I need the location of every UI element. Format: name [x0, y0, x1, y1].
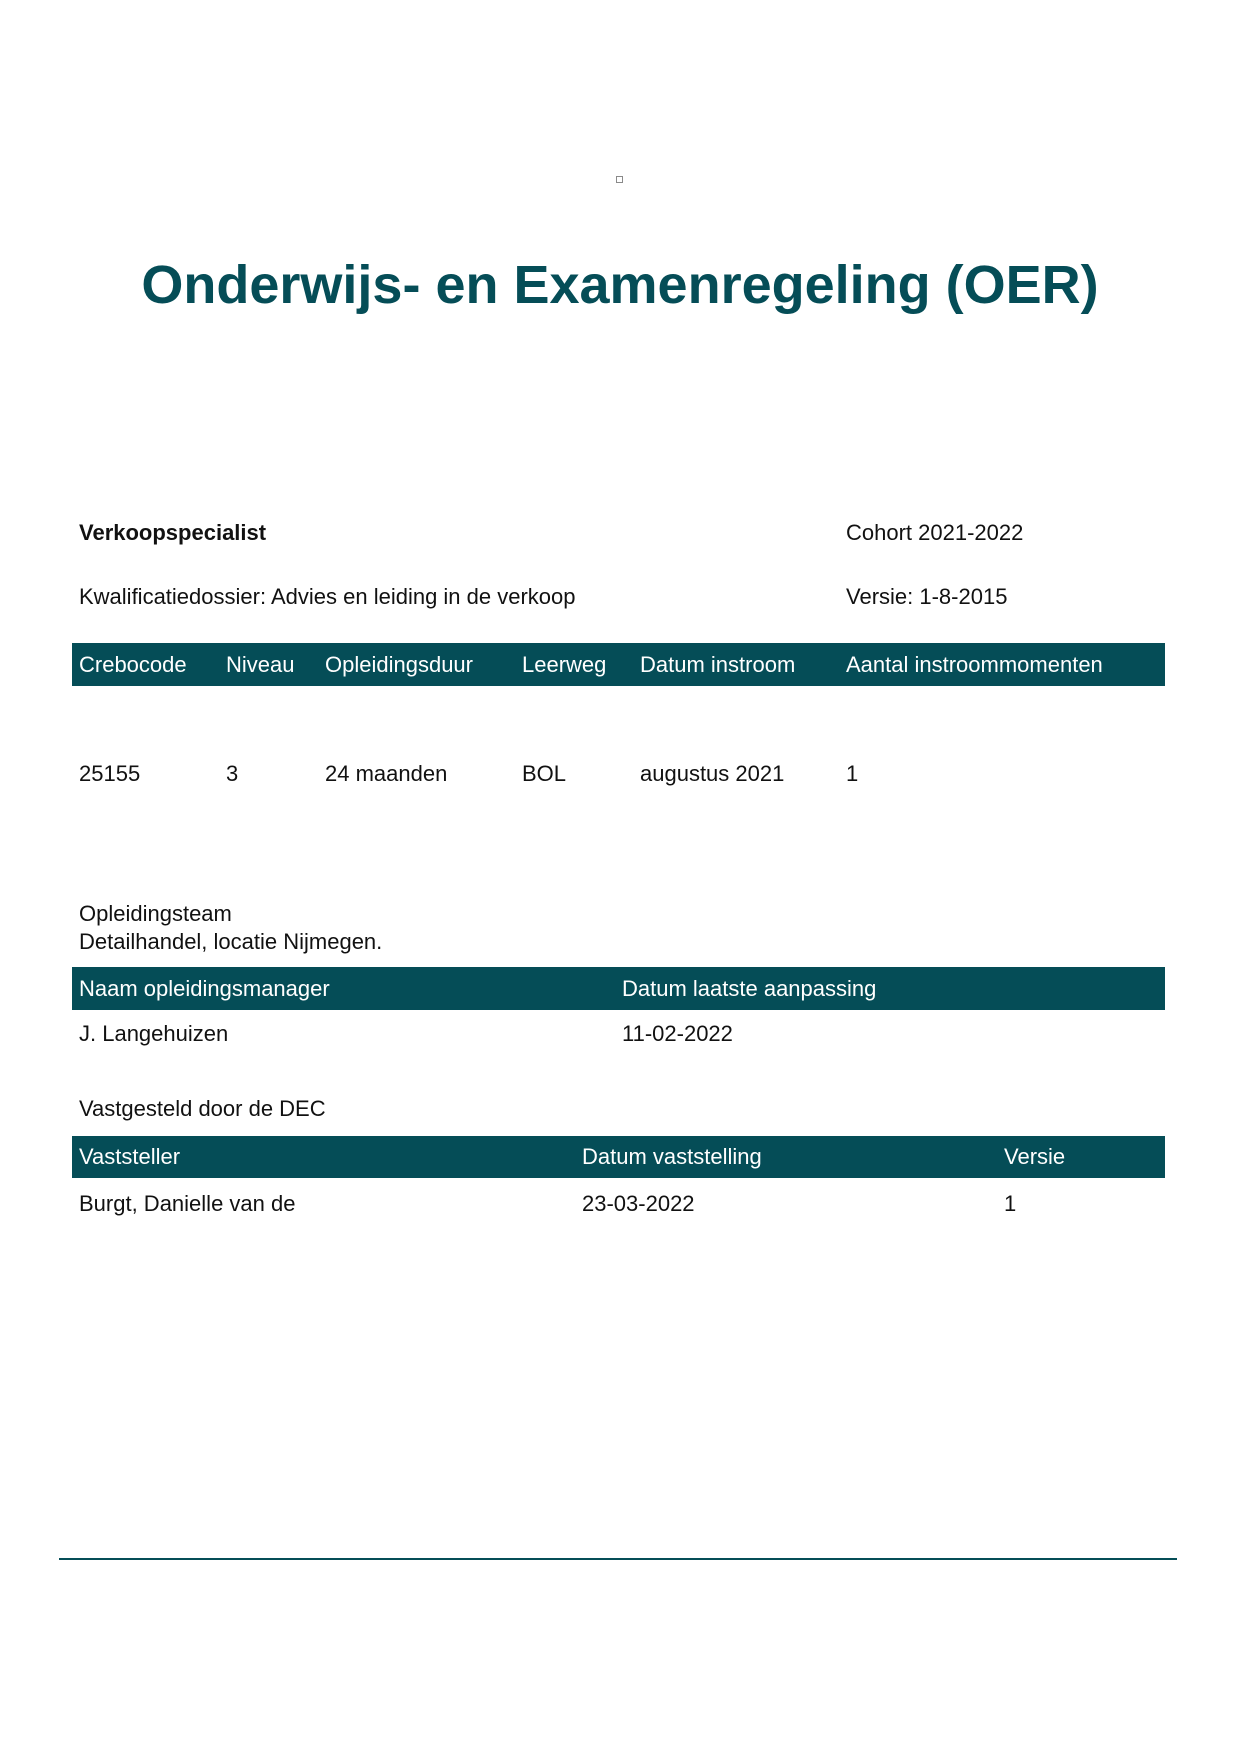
cell-opleidingsduur: 24 maanden — [325, 761, 448, 786]
cell-last-modified: 11-02-2022 — [622, 1021, 733, 1046]
cell-crebocode: 25155 — [79, 761, 141, 786]
cell-niveau: 3 — [226, 761, 239, 786]
dossier-version: Versie: 1-8-2015 — [846, 584, 1008, 609]
dec-label: Vastgesteld door de DEC — [79, 1096, 326, 1121]
header-niveau: Niveau — [226, 651, 295, 677]
header-datum-laatste-aanpassing: Datum laatste aanpassing — [622, 975, 877, 1001]
document-title: Onderwijs- en Examenregeling (OER) — [141, 255, 1099, 315]
table-row — [72, 1191, 1165, 1217]
qualification-dossier: Kwalificatiedossier: Advies en leiding in de verkoop — [79, 584, 576, 609]
table-row — [72, 761, 1165, 787]
cell-manager-name: J. Langehuizen — [79, 1021, 229, 1046]
cell-aantal-instroommomenten: 1 — [846, 761, 859, 786]
footer-divider — [59, 1558, 1177, 1560]
header-naam-opleidingsmanager: Naam opleidingsmanager — [79, 975, 330, 1001]
team-location: Detailhandel, locatie Nijmegen. — [79, 929, 383, 954]
cell-datum-instroom: augustus 2021 — [640, 761, 785, 786]
header-aantal-instroommomenten: Aantal instroommomenten — [846, 651, 1103, 677]
header-leerweg: Leerweg — [522, 651, 607, 677]
header-opleidingsduur: Opleidingsduur — [325, 651, 473, 677]
header-vaststeller: Vaststeller — [79, 1144, 181, 1169]
details-table-header — [72, 643, 1165, 686]
cell-vaststeller: Burgt, Danielle van de — [79, 1191, 296, 1216]
table-row — [72, 1021, 1165, 1047]
cohort-label: Cohort 2021-2022 — [846, 520, 1024, 545]
cell-versie: 1 — [1004, 1191, 1017, 1216]
manager-table-header — [72, 967, 1165, 1010]
header-versie: Versie — [1004, 1144, 1066, 1169]
cell-datum-vaststelling: 23-03-2022 — [582, 1191, 695, 1216]
approval-table-header — [72, 1136, 1165, 1178]
placeholder-square-icon — [616, 176, 623, 183]
header-crebocode: Crebocode — [79, 651, 187, 677]
header-datum-vaststelling: Datum vaststelling — [582, 1144, 762, 1169]
team-label: Opleidingsteam — [79, 901, 232, 926]
cell-leerweg: BOL — [522, 761, 567, 786]
header-datum-instroom: Datum instroom — [640, 651, 796, 677]
program-name: Verkoopspecialist — [79, 520, 267, 545]
